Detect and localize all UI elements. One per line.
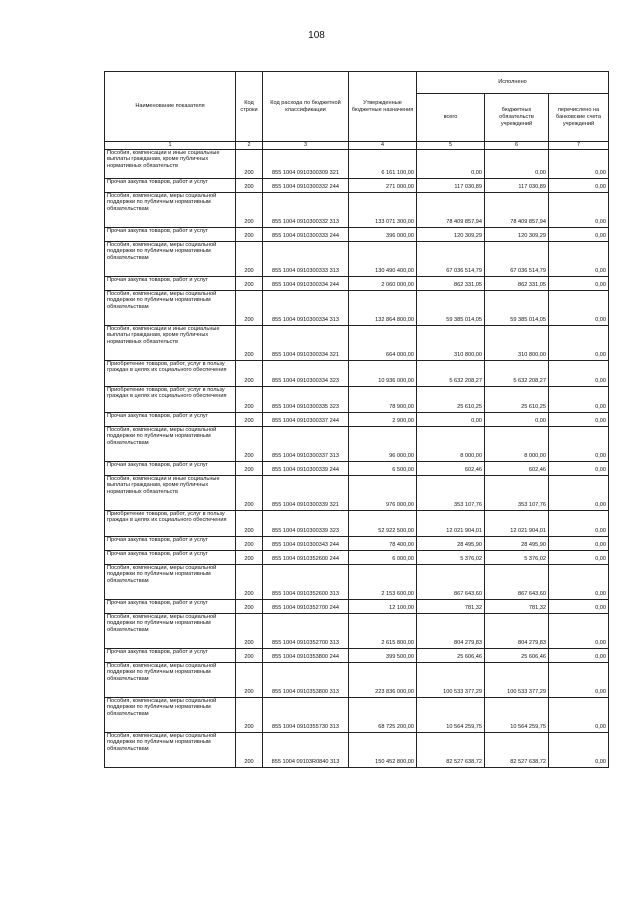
header-approved: Утвержденные бюджетные назначения	[349, 72, 417, 142]
row-budget-code: 855 1004 0910300332 313	[263, 192, 349, 227]
row-institutions: 353 107,76	[485, 475, 549, 510]
header-name: Наименование показателя	[105, 72, 236, 142]
row-name: Прочая закупка товаров, работ и услуг	[105, 412, 236, 426]
column-numbers	[105, 142, 609, 150]
row-line-code: 200	[236, 412, 263, 426]
row-name: Прочая закупка товаров, работ и услуг	[105, 550, 236, 564]
column-number-row	[105, 142, 609, 150]
header-budget-code: Код расхода по бюджетной классификации	[263, 72, 349, 142]
row-approved: 2 615 800,00	[349, 613, 417, 648]
row-approved: 2 060 000,00	[349, 276, 417, 290]
row-name: Пособия, компенсации, меры социальной поддержки по публичным нормативным обязательствам	[105, 613, 236, 648]
row-transferred: 0,00	[549, 178, 609, 192]
row-transferred: 0,00	[549, 613, 609, 648]
row-budget-code: 855 1004 0910300339 323	[263, 510, 349, 536]
row-budget-code: 855 1004 0910352700 244	[263, 599, 349, 613]
row-transferred: 0,00	[549, 276, 609, 290]
row-name: Прочая закупка товаров, работ и услуг	[105, 648, 236, 662]
table-row	[105, 475, 609, 510]
row-institutions: 602,46	[485, 461, 549, 475]
row-transferred: 0,00	[549, 426, 609, 461]
row-total: 353 107,76	[417, 475, 485, 510]
row-name: Пособия, компенсации, меры социальной поддержки по публичным нормативным обязательствам	[105, 662, 236, 697]
row-name: Пособия, компенсации, меры социальной поддержки по публичным нормативным обязательствам	[105, 290, 236, 325]
row-budget-code: 855 1004 0910300333 244	[263, 227, 349, 241]
row-budget-code: 855 1004 0910353800 244	[263, 648, 349, 662]
row-total: 781,32	[417, 599, 485, 613]
table-row	[105, 426, 609, 461]
row-line-code: 200	[236, 192, 263, 227]
row-total: 25 610,25	[417, 386, 485, 412]
header-executed: Исполнено	[417, 72, 609, 94]
table-row	[105, 648, 609, 662]
row-approved: 150 452 800,00	[349, 732, 417, 767]
row-transferred: 0,00	[549, 412, 609, 426]
row-approved: 271 000,00	[349, 178, 417, 192]
row-institutions: 5 632 208,27	[485, 360, 549, 386]
row-line-code: 200	[236, 149, 263, 178]
header-total: всего	[417, 94, 485, 142]
column-number: 3	[263, 142, 349, 150]
row-line-code: 200	[236, 386, 263, 412]
row-approved: 2 900,00	[349, 412, 417, 426]
row-line-code: 200	[236, 732, 263, 767]
row-total: 117 030,89	[417, 178, 485, 192]
row-total: 10 564 259,75	[417, 697, 485, 732]
row-budget-code: 855 1004 0910300309 321	[263, 149, 349, 178]
table-row	[105, 149, 609, 178]
row-line-code: 200	[236, 475, 263, 510]
row-line-code: 200	[236, 227, 263, 241]
row-approved: 6 500,00	[349, 461, 417, 475]
row-approved: 130 490 400,00	[349, 241, 417, 276]
table-row	[105, 662, 609, 697]
row-transferred: 0,00	[549, 227, 609, 241]
header-transferred: перечислено на банковские счета учреждений	[549, 94, 609, 142]
row-name: Прочая закупка товаров, работ и услуг	[105, 461, 236, 475]
row-line-code: 200	[236, 536, 263, 550]
row-institutions: 120 309,29	[485, 227, 549, 241]
column-number: 1	[105, 142, 236, 150]
row-total: 0,00	[417, 412, 485, 426]
row-line-code: 200	[236, 613, 263, 648]
table-row	[105, 613, 609, 648]
row-budget-code: 855 1004 0910300335 323	[263, 386, 349, 412]
row-institutions: 67 036 514,79	[485, 241, 549, 276]
row-budget-code: 855 1004 0910352600 313	[263, 564, 349, 599]
row-name: Пособия, компенсации, меры социальной поддержки по публичным нормативным обязательствам	[105, 192, 236, 227]
table-row	[105, 697, 609, 732]
row-transferred: 0,00	[549, 697, 609, 732]
row-name: Пособия, компенсации, меры социальной поддержки по публичным нормативным обязательствам	[105, 697, 236, 732]
table-row	[105, 550, 609, 564]
row-institutions: 8 000,00	[485, 426, 549, 461]
row-institutions: 59 385 014,05	[485, 290, 549, 325]
row-total: 67 036 514,79	[417, 241, 485, 276]
row-name: Прочая закупка товаров, работ и услуг	[105, 276, 236, 290]
row-total: 25 606,46	[417, 648, 485, 662]
row-line-code: 200	[236, 290, 263, 325]
row-name: Прочая закупка товаров, работ и услуг	[105, 178, 236, 192]
row-name: Приобретение товаров, работ, услуг в пользу граждан в целях их социального обеспечения	[105, 386, 236, 412]
row-approved: 78 400,00	[349, 536, 417, 550]
table-row	[105, 510, 609, 536]
row-approved: 132 864 800,00	[349, 290, 417, 325]
table-row	[105, 360, 609, 386]
row-approved: 10 936 000,00	[349, 360, 417, 386]
row-institutions: 117 030,89	[485, 178, 549, 192]
row-name: Приобретение товаров, работ, услуг в пользу граждан в целях их социального обеспечения	[105, 510, 236, 536]
header-institutions: бюджетных обязательств учреждений	[485, 94, 549, 142]
table-row	[105, 241, 609, 276]
row-line-code: 200	[236, 550, 263, 564]
row-budget-code: 855 1004 0910352700 313	[263, 613, 349, 648]
row-transferred: 0,00	[549, 648, 609, 662]
row-transferred: 0,00	[549, 241, 609, 276]
row-budget-code: 855 1004 0910300334 244	[263, 276, 349, 290]
row-institutions: 0,00	[485, 412, 549, 426]
row-transferred: 0,00	[549, 461, 609, 475]
row-line-code: 200	[236, 426, 263, 461]
row-line-code: 200	[236, 325, 263, 360]
row-budget-code: 855 1004 0910355730 313	[263, 697, 349, 732]
row-name: Прочая закупка товаров, работ и услуг	[105, 536, 236, 550]
row-total: 867 643,60	[417, 564, 485, 599]
row-total: 0,00	[417, 149, 485, 178]
row-transferred: 0,00	[549, 564, 609, 599]
table-row	[105, 276, 609, 290]
row-institutions: 862 331,05	[485, 276, 549, 290]
table-body	[105, 149, 609, 767]
row-total: 8 000,00	[417, 426, 485, 461]
table-row	[105, 290, 609, 325]
row-institutions: 10 564 259,75	[485, 697, 549, 732]
table-row	[105, 412, 609, 426]
row-approved: 396 000,00	[349, 227, 417, 241]
row-total: 5 632 208,27	[417, 360, 485, 386]
row-total: 310 800,00	[417, 325, 485, 360]
row-total: 59 385 014,05	[417, 290, 485, 325]
row-approved: 664 000,00	[349, 325, 417, 360]
row-approved: 52 922 500,00	[349, 510, 417, 536]
row-total: 78 409 857,94	[417, 192, 485, 227]
row-institutions: 28 495,90	[485, 536, 549, 550]
row-institutions: 78 409 857,94	[485, 192, 549, 227]
row-line-code: 200	[236, 276, 263, 290]
table-row	[105, 227, 609, 241]
row-institutions: 867 643,60	[485, 564, 549, 599]
table-row	[105, 386, 609, 412]
page-number: 108	[308, 30, 325, 41]
table-row	[105, 461, 609, 475]
row-approved: 2 153 600,00	[349, 564, 417, 599]
row-institutions: 310 800,00	[485, 325, 549, 360]
row-line-code: 200	[236, 178, 263, 192]
row-line-code: 200	[236, 697, 263, 732]
table-row	[105, 178, 609, 192]
row-transferred: 0,00	[549, 510, 609, 536]
table-row	[105, 599, 609, 613]
row-transferred: 0,00	[549, 662, 609, 697]
table-row	[105, 325, 609, 360]
row-transferred: 0,00	[549, 386, 609, 412]
column-number: 5	[417, 142, 485, 150]
row-budget-code: 855 1004 0910300337 313	[263, 426, 349, 461]
row-total: 602,46	[417, 461, 485, 475]
row-institutions: 100 533 377,29	[485, 662, 549, 697]
row-total: 5 376,02	[417, 550, 485, 564]
row-institutions: 25 606,46	[485, 648, 549, 662]
row-institutions: 5 376,02	[485, 550, 549, 564]
row-total: 804 279,83	[417, 613, 485, 648]
row-name: Пособия, компенсации, меры социальной поддержки по публичным нормативным обязательствам	[105, 426, 236, 461]
row-name: Пособия, компенсации, меры социальной поддержки по публичным нормативным обязательствам	[105, 732, 236, 767]
row-institutions: 12 021 904,01	[485, 510, 549, 536]
row-line-code: 200	[236, 461, 263, 475]
row-line-code: 200	[236, 564, 263, 599]
row-budget-code: 855 1004 09103R0840 313	[263, 732, 349, 767]
row-name: Прочая закупка товаров, работ и услуг	[105, 227, 236, 241]
table-row	[105, 192, 609, 227]
row-institutions: 0,00	[485, 149, 549, 178]
row-transferred: 0,00	[549, 325, 609, 360]
row-budget-code: 855 1004 0910300337 244	[263, 412, 349, 426]
row-institutions: 25 610,25	[485, 386, 549, 412]
row-line-code: 200	[236, 241, 263, 276]
row-budget-code: 855 1004 0910300343 244	[263, 536, 349, 550]
row-budget-code: 855 1004 0910352600 244	[263, 550, 349, 564]
row-name: Пособия, компенсации и иные социальные выплаты гражданам, кроме публичных нормативных обязательств	[105, 325, 236, 360]
column-number: 2	[236, 142, 263, 150]
row-line-code: 200	[236, 599, 263, 613]
row-institutions: 781,32	[485, 599, 549, 613]
row-total: 28 495,90	[417, 536, 485, 550]
row-name: Пособия, компенсации, меры социальной поддержки по публичным нормативным обязательствам	[105, 564, 236, 599]
row-budget-code: 855 1004 0910300332 244	[263, 178, 349, 192]
row-budget-code: 855 1004 0910300339 321	[263, 475, 349, 510]
row-total: 100 533 377,29	[417, 662, 485, 697]
header-line-code: Код строки	[236, 72, 263, 142]
row-approved: 223 836 000,00	[349, 662, 417, 697]
row-name: Пособия, компенсации и иные социальные выплаты гражданам, кроме публичных нормативных обязательств	[105, 475, 236, 510]
row-name: Прочая закупка товаров, работ и услуг	[105, 599, 236, 613]
row-budget-code: 855 1004 0910353800 313	[263, 662, 349, 697]
row-transferred: 0,00	[549, 599, 609, 613]
row-approved: 6 000,00	[349, 550, 417, 564]
row-approved: 68 725 200,00	[349, 697, 417, 732]
row-approved: 6 161 100,00	[349, 149, 417, 178]
row-line-code: 200	[236, 648, 263, 662]
row-approved: 12 100,00	[349, 599, 417, 613]
row-approved: 96 000,00	[349, 426, 417, 461]
row-budget-code: 855 1004 0910300334 321	[263, 325, 349, 360]
row-line-code: 200	[236, 360, 263, 386]
row-transferred: 0,00	[549, 192, 609, 227]
row-approved: 133 071 300,00	[349, 192, 417, 227]
row-name: Пособия, компенсации и иные социальные выплаты гражданам, кроме публичных нормативных обязательств	[105, 149, 236, 178]
row-transferred: 0,00	[549, 290, 609, 325]
column-number: 7	[549, 142, 609, 150]
row-line-code: 200	[236, 662, 263, 697]
row-total: 12 021 904,01	[417, 510, 485, 536]
row-total: 120 309,29	[417, 227, 485, 241]
row-transferred: 0,00	[549, 550, 609, 564]
row-approved: 78 900,00	[349, 386, 417, 412]
row-total: 82 527 638,72	[417, 732, 485, 767]
row-budget-code: 855 1004 0910300339 244	[263, 461, 349, 475]
row-institutions: 804 279,83	[485, 613, 549, 648]
row-transferred: 0,00	[549, 536, 609, 550]
row-transferred: 0,00	[549, 360, 609, 386]
row-institutions: 82 527 638,72	[485, 732, 549, 767]
row-transferred: 0,00	[549, 475, 609, 510]
column-number: 6	[485, 142, 549, 150]
row-budget-code: 855 1004 0910300334 323	[263, 360, 349, 386]
column-number: 4	[349, 142, 417, 150]
row-approved: 976 000,00	[349, 475, 417, 510]
row-budget-code: 855 1004 0910300333 313	[263, 241, 349, 276]
table-row	[105, 536, 609, 550]
row-line-code: 200	[236, 510, 263, 536]
table-row	[105, 564, 609, 599]
budget-execution-table	[104, 71, 609, 768]
row-name: Приобретение товаров, работ, услуг в пользу граждан в целях их социального обеспечения	[105, 360, 236, 386]
row-transferred: 0,00	[549, 149, 609, 178]
row-transferred: 0,00	[549, 732, 609, 767]
row-name: Пособия, компенсации, меры социальной поддержки по публичным нормативным обязательствам	[105, 241, 236, 276]
row-total: 862 331,05	[417, 276, 485, 290]
row-approved: 399 500,00	[349, 648, 417, 662]
table-row	[105, 732, 609, 767]
row-budget-code: 855 1004 0910300334 313	[263, 290, 349, 325]
